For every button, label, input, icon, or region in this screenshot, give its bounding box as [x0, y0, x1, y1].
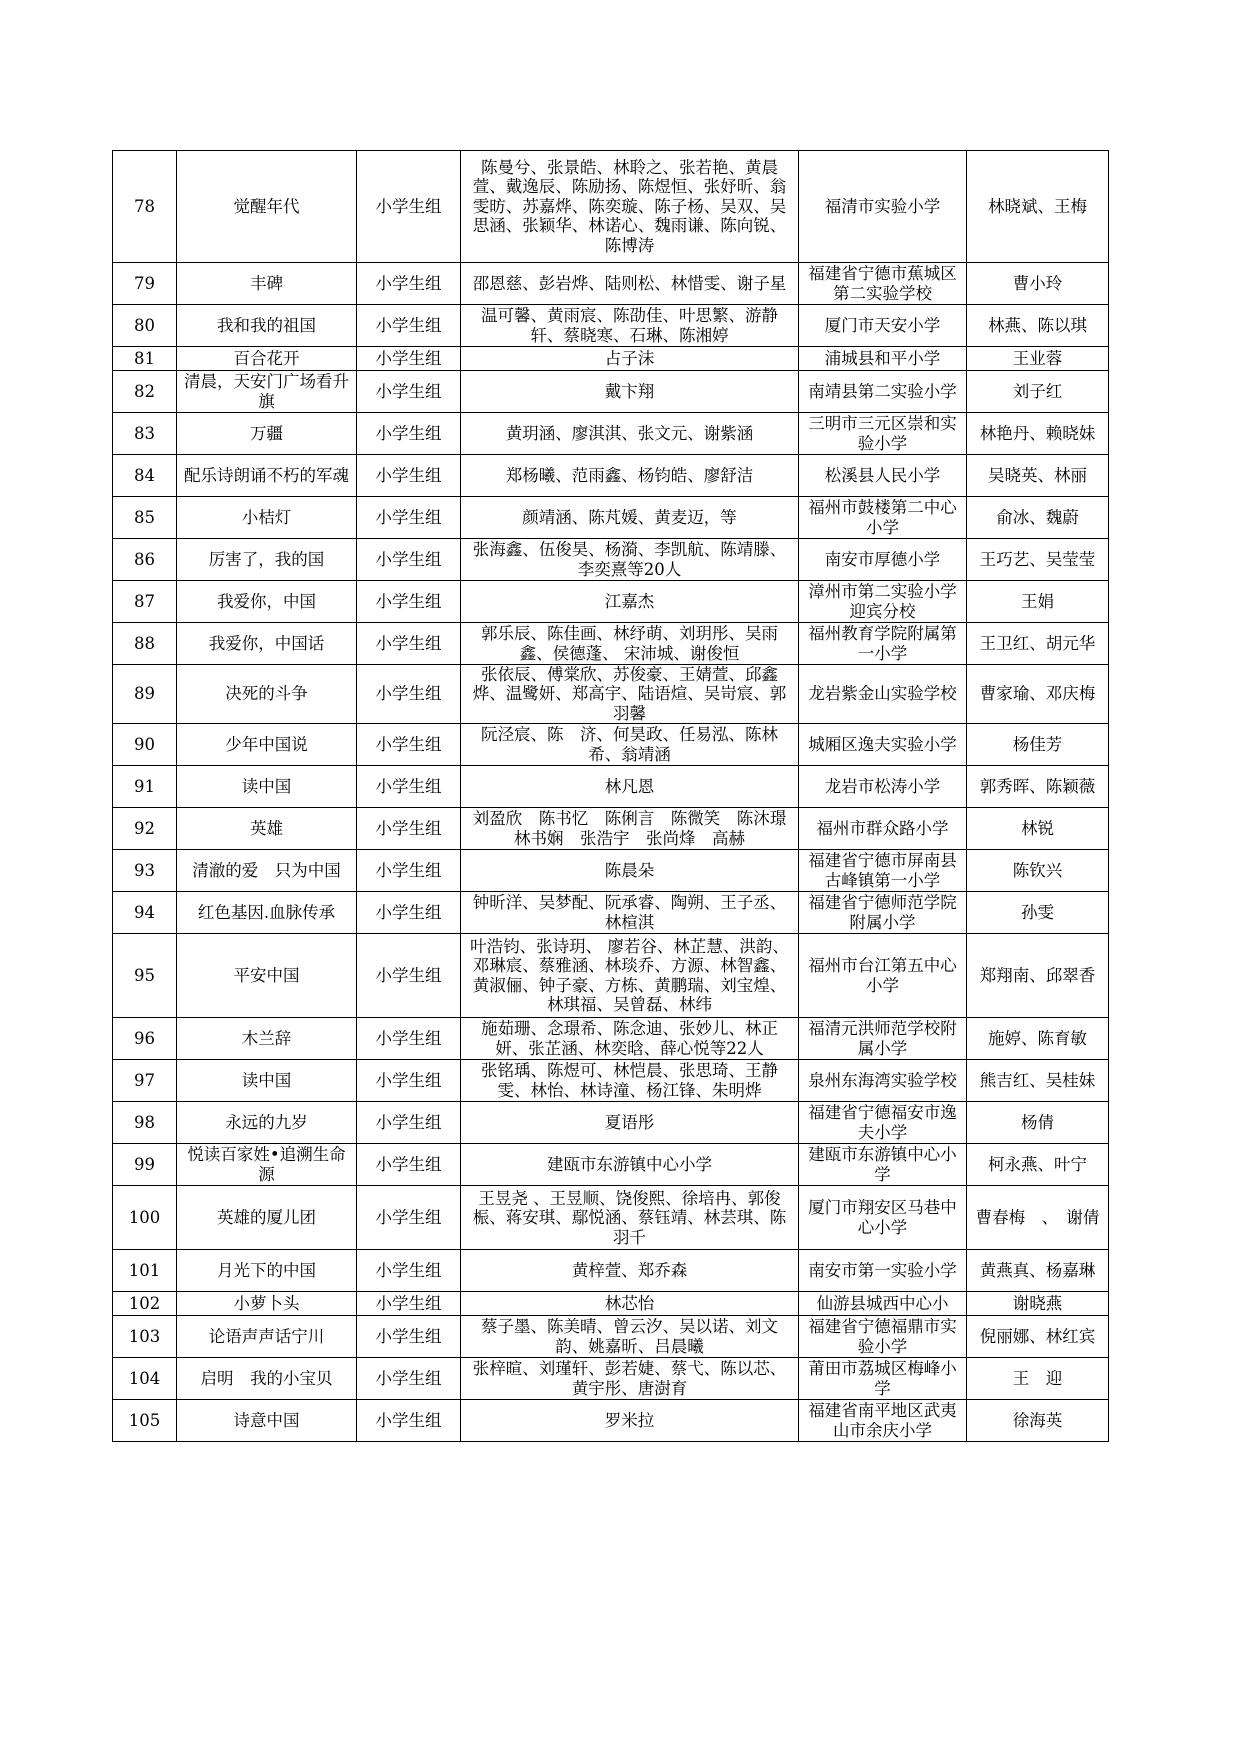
- group-category-cell: 小学生组: [357, 1186, 461, 1250]
- program-title-cell: 论语声声话宁川: [177, 1316, 357, 1358]
- instructor-names-cell: 曹春梅 、 谢倩: [967, 1186, 1109, 1250]
- table-row: [113, 413, 1109, 455]
- instructor-names-cell: 曹小玲: [967, 263, 1109, 305]
- group-category-cell: 小学生组: [357, 1316, 461, 1358]
- program-title-cell: 小桔灯: [177, 497, 357, 539]
- group-category-cell: 小学生组: [357, 151, 461, 263]
- performer-names-cell: 钟昕洋、吴梦配、阮承睿、陶朔、王子丞、林楦淇: [461, 892, 799, 934]
- school-name-cell: 福建省南平地区武夷山市余庆小学: [799, 1400, 967, 1442]
- program-title-cell: 平安中国: [177, 934, 357, 1018]
- program-title-cell: 启明 我的小宝贝: [177, 1358, 357, 1400]
- group-category-cell: 小学生组: [357, 724, 461, 766]
- group-category-cell: 小学生组: [357, 766, 461, 808]
- table-row: [113, 151, 1109, 263]
- group-category-cell: 小学生组: [357, 539, 461, 581]
- performer-names-cell: 王昱尧 、王昱顺、饶俊熙、徐培冉、郭俊桭、蒋安琪、鄢悦涵、蔡钰靖、林芸琪、陈羽千: [461, 1186, 799, 1250]
- instructor-names-cell: 郭秀晖、陈颖薇: [967, 766, 1109, 808]
- table-row: [113, 455, 1109, 497]
- row-number-cell: 90: [113, 724, 177, 766]
- group-category-cell: 小学生组: [357, 1102, 461, 1144]
- program-title-cell: 觉醒年代: [177, 151, 357, 263]
- performer-names-cell: 陈曼兮、张景皓、林聆之、张若艳、黄晨萱、戴逸辰、陈励扬、陈煜恒、张妤昕、翁雯昉、苏嘉烨、陈奕璇、陈子杨、吴双、吴思涵、张颖华、林诺心、魏雨谦、陈向锐、陈博涛: [461, 151, 799, 263]
- school-name-cell: 福建省宁德福安市逸夫小学: [799, 1102, 967, 1144]
- group-category-cell: 小学生组: [357, 1250, 461, 1292]
- table-row: [113, 766, 1109, 808]
- instructor-names-cell: 王巧艺、吴莹莹: [967, 539, 1109, 581]
- row-number-cell: 103: [113, 1316, 177, 1358]
- row-number-cell: 78: [113, 151, 177, 263]
- table-row: [113, 1358, 1109, 1400]
- table-row: [113, 665, 1109, 724]
- instructor-names-cell: 俞冰、魏蔚: [967, 497, 1109, 539]
- school-name-cell: 龙岩紫金山实验学校: [799, 665, 967, 724]
- program-title-cell: 万疆: [177, 413, 357, 455]
- performer-names-cell: 张海鑫、伍俊昊、杨漪、李凯航、陈靖滕、李奕熹等20人: [461, 539, 799, 581]
- performer-names-cell: 颜靖涵、陈芃媛、黄麦迈，等: [461, 497, 799, 539]
- row-number-cell: 94: [113, 892, 177, 934]
- performer-names-cell: 邵恩慈、彭岩烨、陆则松、林惜雯、谢子星: [461, 263, 799, 305]
- table-row: [113, 1250, 1109, 1292]
- instructor-names-cell: 倪丽娜、林红宾: [967, 1316, 1109, 1358]
- group-category-cell: 小学生组: [357, 1358, 461, 1400]
- group-category-cell: 小学生组: [357, 263, 461, 305]
- group-category-cell: 小学生组: [357, 581, 461, 623]
- school-name-cell: 福州教育学院附属第一小学: [799, 623, 967, 665]
- table-row: [113, 1144, 1109, 1186]
- school-name-cell: 福州市群众路小学: [799, 808, 967, 850]
- instructor-names-cell: 黄燕真、杨嘉琳: [967, 1250, 1109, 1292]
- performer-names-cell: 林凡恩: [461, 766, 799, 808]
- table-row: [113, 623, 1109, 665]
- group-category-cell: 小学生组: [357, 1144, 461, 1186]
- table-row: [113, 347, 1109, 371]
- group-category-cell: 小学生组: [357, 347, 461, 371]
- school-name-cell: 三明市三元区崇和实验小学: [799, 413, 967, 455]
- row-number-cell: 88: [113, 623, 177, 665]
- school-name-cell: 松溪县人民小学: [799, 455, 967, 497]
- program-title-cell: 我爱你，中国: [177, 581, 357, 623]
- group-category-cell: 小学生组: [357, 305, 461, 347]
- table-row: [113, 1316, 1109, 1358]
- table-row: [113, 1102, 1109, 1144]
- school-name-cell: 厦门市翔安区马巷中心小学: [799, 1186, 967, 1250]
- school-name-cell: 南安市厚德小学: [799, 539, 967, 581]
- program-title-cell: 百合花开: [177, 347, 357, 371]
- row-number-cell: 86: [113, 539, 177, 581]
- group-category-cell: 小学生组: [357, 623, 461, 665]
- school-name-cell: 浦城县和平小学: [799, 347, 967, 371]
- group-category-cell: 小学生组: [357, 665, 461, 724]
- school-name-cell: 福建省宁德师范学院附属小学: [799, 892, 967, 934]
- instructor-names-cell: 徐海英: [967, 1400, 1109, 1442]
- performer-names-cell: 叶浩钧、张诗玥、 廖若谷、林芷慧、洪韵、邓琳宸、蔡雅涵、林琰乔、方源、林智鑫、黄淑俪、钟子豪、方栋、黄鹏瑞、刘宝煌、林琪福、吴曾磊、林纬: [461, 934, 799, 1018]
- school-name-cell: 泉州东海湾实验学校: [799, 1060, 967, 1102]
- school-name-cell: 漳州市第二实验小学迎宾分校: [799, 581, 967, 623]
- program-title-cell: 悦读百家姓•追溯生命源: [177, 1144, 357, 1186]
- group-category-cell: 小学生组: [357, 892, 461, 934]
- program-title-cell: 诗意中国: [177, 1400, 357, 1442]
- instructor-names-cell: 王娟: [967, 581, 1109, 623]
- row-number-cell: 91: [113, 766, 177, 808]
- school-name-cell: 福州市鼓楼第二中心小学: [799, 497, 967, 539]
- performer-names-cell: 郑杨曦、范雨鑫、杨钧皓、廖舒洁: [461, 455, 799, 497]
- instructor-names-cell: 谢晓燕: [967, 1292, 1109, 1316]
- performer-names-cell: 夏语彤: [461, 1102, 799, 1144]
- performer-names-cell: 戴卞翔: [461, 371, 799, 413]
- school-name-cell: 福清市实验小学: [799, 151, 967, 263]
- performer-names-cell: 施茹珊、念璟希、陈念迪、张妙儿、林正妍、张芷涵、林奕晗、薛心悦等22人: [461, 1018, 799, 1060]
- table-row: [113, 892, 1109, 934]
- table-row: [113, 850, 1109, 892]
- instructor-names-cell: 杨倩: [967, 1102, 1109, 1144]
- program-title-cell: 永远的九岁: [177, 1102, 357, 1144]
- group-category-cell: 小学生组: [357, 455, 461, 497]
- performer-names-cell: 张依辰、傅棠欣、苏俊豪、王婧萱、邱鑫烨、温鹭妍、郑高宇、陆语煊、吴岢宸、郭羽馨: [461, 665, 799, 724]
- table-row: [113, 1400, 1109, 1442]
- row-number-cell: 92: [113, 808, 177, 850]
- row-number-cell: 97: [113, 1060, 177, 1102]
- instructor-names-cell: 王 迎: [967, 1358, 1109, 1400]
- performer-names-cell: 张梓暄、刘瑾轩、彭若婕、蔡弋、陈以芯、黄宇彤、唐澍育: [461, 1358, 799, 1400]
- program-title-cell: 决死的斗争: [177, 665, 357, 724]
- instructor-names-cell: 林燕、陈以琪: [967, 305, 1109, 347]
- program-title-cell: 清晨，天安门广场看升旗: [177, 371, 357, 413]
- row-number-cell: 89: [113, 665, 177, 724]
- group-category-cell: 小学生组: [357, 413, 461, 455]
- group-category-cell: 小学生组: [357, 1060, 461, 1102]
- table-row: [113, 1186, 1109, 1250]
- program-title-cell: 红色基因.血脉传承: [177, 892, 357, 934]
- school-name-cell: 福建省宁德市蕉城区第二实验学校: [799, 263, 967, 305]
- performer-names-cell: 林芯怡: [461, 1292, 799, 1316]
- program-title-cell: 少年中国说: [177, 724, 357, 766]
- program-title-cell: 厉害了，我的国: [177, 539, 357, 581]
- school-name-cell: 仙游县城西中心小: [799, 1292, 967, 1316]
- table-row: [113, 305, 1109, 347]
- group-category-cell: 小学生组: [357, 808, 461, 850]
- row-number-cell: 85: [113, 497, 177, 539]
- table-row: [113, 808, 1109, 850]
- instructor-names-cell: 林锐: [967, 808, 1109, 850]
- instructor-names-cell: 林晓斌、王梅: [967, 151, 1109, 263]
- row-number-cell: 100: [113, 1186, 177, 1250]
- instructor-names-cell: 林艳丹、赖晓妹: [967, 413, 1109, 455]
- school-name-cell: 建瓯市东游镇中心小学: [799, 1144, 967, 1186]
- program-title-cell: 配乐诗朗诵不朽的军魂: [177, 455, 357, 497]
- school-name-cell: 龙岩市松涛小学: [799, 766, 967, 808]
- table-row: [113, 1018, 1109, 1060]
- instructor-names-cell: 杨佳芳: [967, 724, 1109, 766]
- program-title-cell: 英雄: [177, 808, 357, 850]
- row-number-cell: 80: [113, 305, 177, 347]
- program-title-cell: 小萝卜头: [177, 1292, 357, 1316]
- group-category-cell: 小学生组: [357, 1400, 461, 1442]
- table-row: [113, 539, 1109, 581]
- instructor-names-cell: 刘子红: [967, 371, 1109, 413]
- program-title-cell: 读中国: [177, 1060, 357, 1102]
- program-title-cell: 读中国: [177, 766, 357, 808]
- program-title-cell: 英雄的厦儿团: [177, 1186, 357, 1250]
- school-name-cell: 南靖县第二实验小学: [799, 371, 967, 413]
- table-row: [113, 263, 1109, 305]
- performer-names-cell: 张铭瑀、陈煜可、林恺晨、张思琦、王静雯、林怡、林诗潼、杨江锋、朱明烨: [461, 1060, 799, 1102]
- performer-names-cell: 温可馨、黄雨宸、陈劭佳、叶思繁、游静轩、蔡晓寒、石琳、陈湘婷: [461, 305, 799, 347]
- table-row: [113, 934, 1109, 1018]
- program-title-cell: 我爱你，中国话: [177, 623, 357, 665]
- row-number-cell: 101: [113, 1250, 177, 1292]
- row-number-cell: 95: [113, 934, 177, 1018]
- instructor-names-cell: 柯永燕、叶宁: [967, 1144, 1109, 1186]
- table-row: [113, 371, 1109, 413]
- roster-body: [113, 151, 1109, 1442]
- instructor-names-cell: 孙雯: [967, 892, 1109, 934]
- table-row: [113, 1060, 1109, 1102]
- program-title-cell: 清澈的爱 只为中国: [177, 850, 357, 892]
- table-row: [113, 724, 1109, 766]
- performer-names-cell: 刘盈欣 陈书忆 陈俐言 陈微笑 陈沐璟 林书娴 张浩宇 张尚烽 高赫: [461, 808, 799, 850]
- group-category-cell: 小学生组: [357, 1292, 461, 1316]
- table-row: [113, 497, 1109, 539]
- instructor-names-cell: 曹家瑜、邓庆梅: [967, 665, 1109, 724]
- row-number-cell: 102: [113, 1292, 177, 1316]
- row-number-cell: 99: [113, 1144, 177, 1186]
- group-category-cell: 小学生组: [357, 371, 461, 413]
- row-number-cell: 98: [113, 1102, 177, 1144]
- row-number-cell: 104: [113, 1358, 177, 1400]
- row-number-cell: 93: [113, 850, 177, 892]
- performer-names-cell: 罗米拉: [461, 1400, 799, 1442]
- program-title-cell: 我和我的祖国: [177, 305, 357, 347]
- table-row: [113, 581, 1109, 623]
- roster-table: [112, 150, 1109, 1442]
- instructor-names-cell: 陈钦兴: [967, 850, 1109, 892]
- instructor-names-cell: 施婷、陈育敏: [967, 1018, 1109, 1060]
- row-number-cell: 81: [113, 347, 177, 371]
- performer-names-cell: 江嘉杰: [461, 581, 799, 623]
- performer-names-cell: 阮泾宸、陈 济、何昊政、任易泓、陈林希、翁靖涵: [461, 724, 799, 766]
- performer-names-cell: 陈晨朵: [461, 850, 799, 892]
- performer-names-cell: 郭乐辰、陈佳画、林纾萌、刘玥彤、吴雨鑫、侯德蓬、 宋沛城、谢俊恒: [461, 623, 799, 665]
- row-number-cell: 105: [113, 1400, 177, 1442]
- performer-names-cell: 黄梓萱、郑乔森: [461, 1250, 799, 1292]
- instructor-names-cell: 王业蓉: [967, 347, 1109, 371]
- school-name-cell: 厦门市天安小学: [799, 305, 967, 347]
- performer-names-cell: 蔡子墨、陈美晴、曾云汐、吴以诺、刘文韵、姚嘉昕、吕晨曦: [461, 1316, 799, 1358]
- school-name-cell: 福建省宁德福鼎市实验小学: [799, 1316, 967, 1358]
- performer-names-cell: 占子沫: [461, 347, 799, 371]
- school-name-cell: 福建省宁德市屏南县古峰镇第一小学: [799, 850, 967, 892]
- program-title-cell: 木兰辞: [177, 1018, 357, 1060]
- row-number-cell: 79: [113, 263, 177, 305]
- row-number-cell: 82: [113, 371, 177, 413]
- group-category-cell: 小学生组: [357, 850, 461, 892]
- instructor-names-cell: 郑翔南、邱翠香: [967, 934, 1109, 1018]
- performer-names-cell: 建瓯市东游镇中心小学: [461, 1144, 799, 1186]
- instructor-names-cell: 熊吉红、吴桂妹: [967, 1060, 1109, 1102]
- row-number-cell: 96: [113, 1018, 177, 1060]
- school-name-cell: 城厢区逸夫实验小学: [799, 724, 967, 766]
- row-number-cell: 87: [113, 581, 177, 623]
- program-title-cell: 丰碑: [177, 263, 357, 305]
- school-name-cell: 福清元洪师范学校附属小学: [799, 1018, 967, 1060]
- school-name-cell: 莆田市荔城区梅峰小学: [799, 1358, 967, 1400]
- program-title-cell: 月光下的中国: [177, 1250, 357, 1292]
- instructor-names-cell: 王卫红、胡元华: [967, 623, 1109, 665]
- table-row: [113, 1292, 1109, 1316]
- group-category-cell: 小学生组: [357, 934, 461, 1018]
- row-number-cell: 83: [113, 413, 177, 455]
- instructor-names-cell: 吴晓英、林丽: [967, 455, 1109, 497]
- school-name-cell: 南安市第一实验小学: [799, 1250, 967, 1292]
- group-category-cell: 小学生组: [357, 1018, 461, 1060]
- performer-names-cell: 黄玥涵、廖淇淇、张文元、谢紫涵: [461, 413, 799, 455]
- group-category-cell: 小学生组: [357, 497, 461, 539]
- school-name-cell: 福州市台江第五中心小学: [799, 934, 967, 1018]
- row-number-cell: 84: [113, 455, 177, 497]
